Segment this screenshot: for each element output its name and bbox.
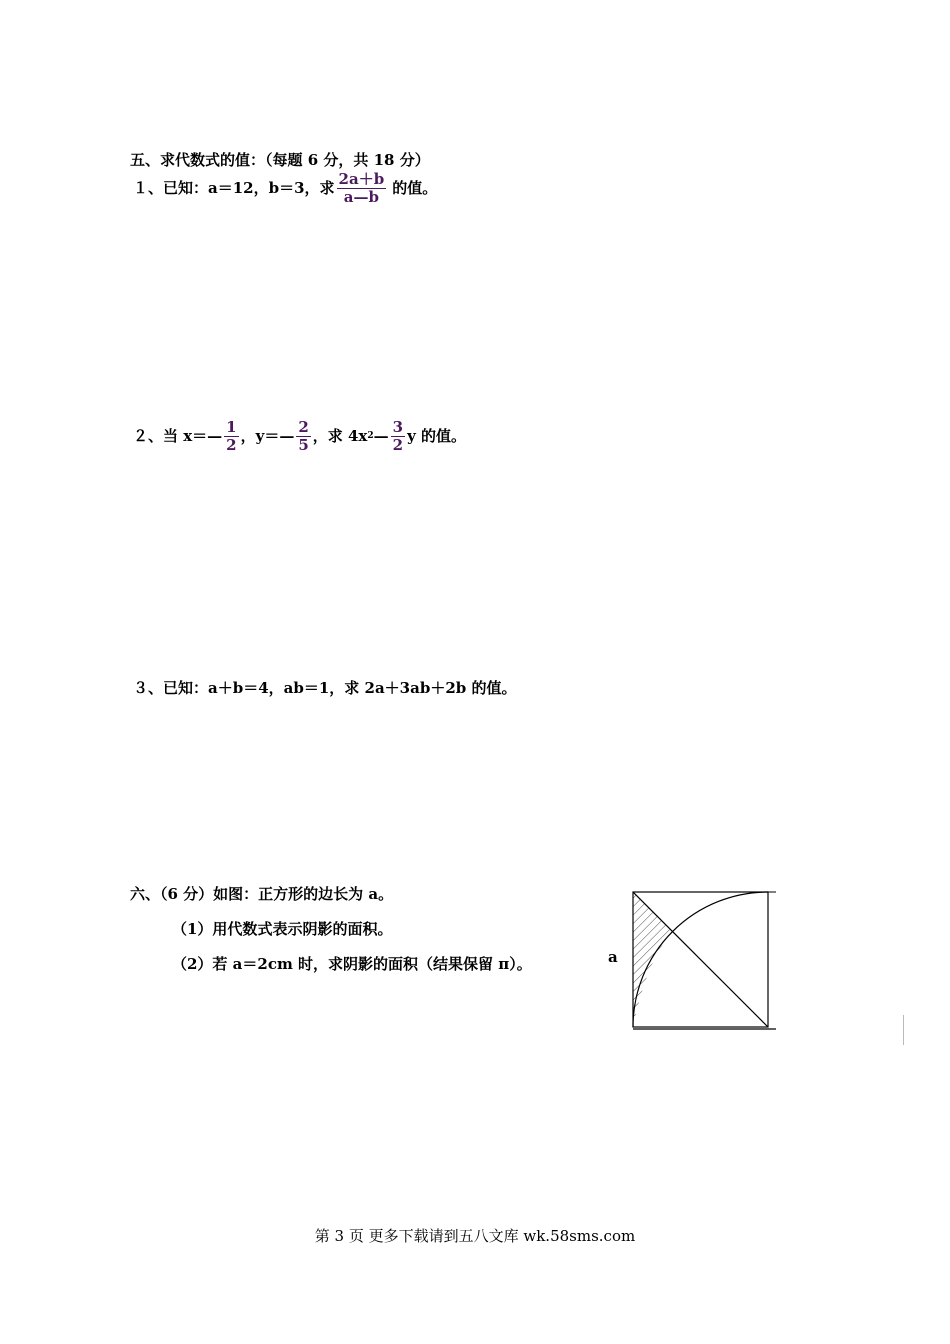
- square-figure: [600, 880, 780, 1040]
- question-1: [133, 168, 437, 208]
- q2-prefix: ２、当 x＝—: [133, 427, 223, 445]
- section5-heading: 五、求代数式的值：（每题 6 分，共 18 分）: [130, 151, 430, 169]
- q1-fraction: [337, 171, 387, 206]
- question-2: [133, 416, 466, 456]
- q1-prefix: １、已知：a＝12，b＝3，求: [133, 179, 335, 197]
- q2-f2-numerator: 2: [298, 417, 309, 436]
- q2-f3-numerator: 3: [392, 417, 404, 436]
- q2-f1-numerator: 1: [226, 417, 237, 436]
- q2-f2-denominator: 5: [298, 435, 309, 454]
- section6-part2: （2）若 a＝2cm 时，求阴影的面积（结果保留 π）。: [172, 955, 532, 973]
- section6-heading: 六、（6 分）如图：正方形的边长为 a。: [130, 885, 394, 903]
- margin-mark: [903, 1015, 904, 1045]
- q2-f3-denominator: 2: [392, 435, 404, 454]
- q2-exponent: 2: [367, 431, 374, 441]
- q1-frac-numerator: 2a＋b: [338, 169, 385, 188]
- q2-fraction-1: [224, 419, 238, 454]
- page-footer: 第 3 页 更多下载请到五八文库 wk.58sms.com: [314, 1227, 636, 1245]
- q2-mid3: —: [373, 427, 389, 445]
- q2-mid2: ，求 4x: [312, 427, 368, 445]
- q2-fraction-3: [391, 419, 405, 454]
- q2-f1-denominator: 2: [226, 435, 237, 454]
- q1-frac-denominator: a—b: [343, 187, 379, 206]
- q2-suffix: y 的值。: [407, 427, 467, 445]
- section6-part1: （1）用代数式表示阴影的面积。: [172, 920, 393, 938]
- figure-side-label: a: [608, 948, 618, 966]
- q2-fraction-2: [296, 419, 310, 454]
- question-3: ３、已知：a＋b＝4，ab＝1，求 2a＋3ab＋2b 的值。: [133, 679, 517, 697]
- q1-suffix: 的值。: [392, 179, 438, 197]
- q2-mid1: ，y＝—: [240, 427, 295, 445]
